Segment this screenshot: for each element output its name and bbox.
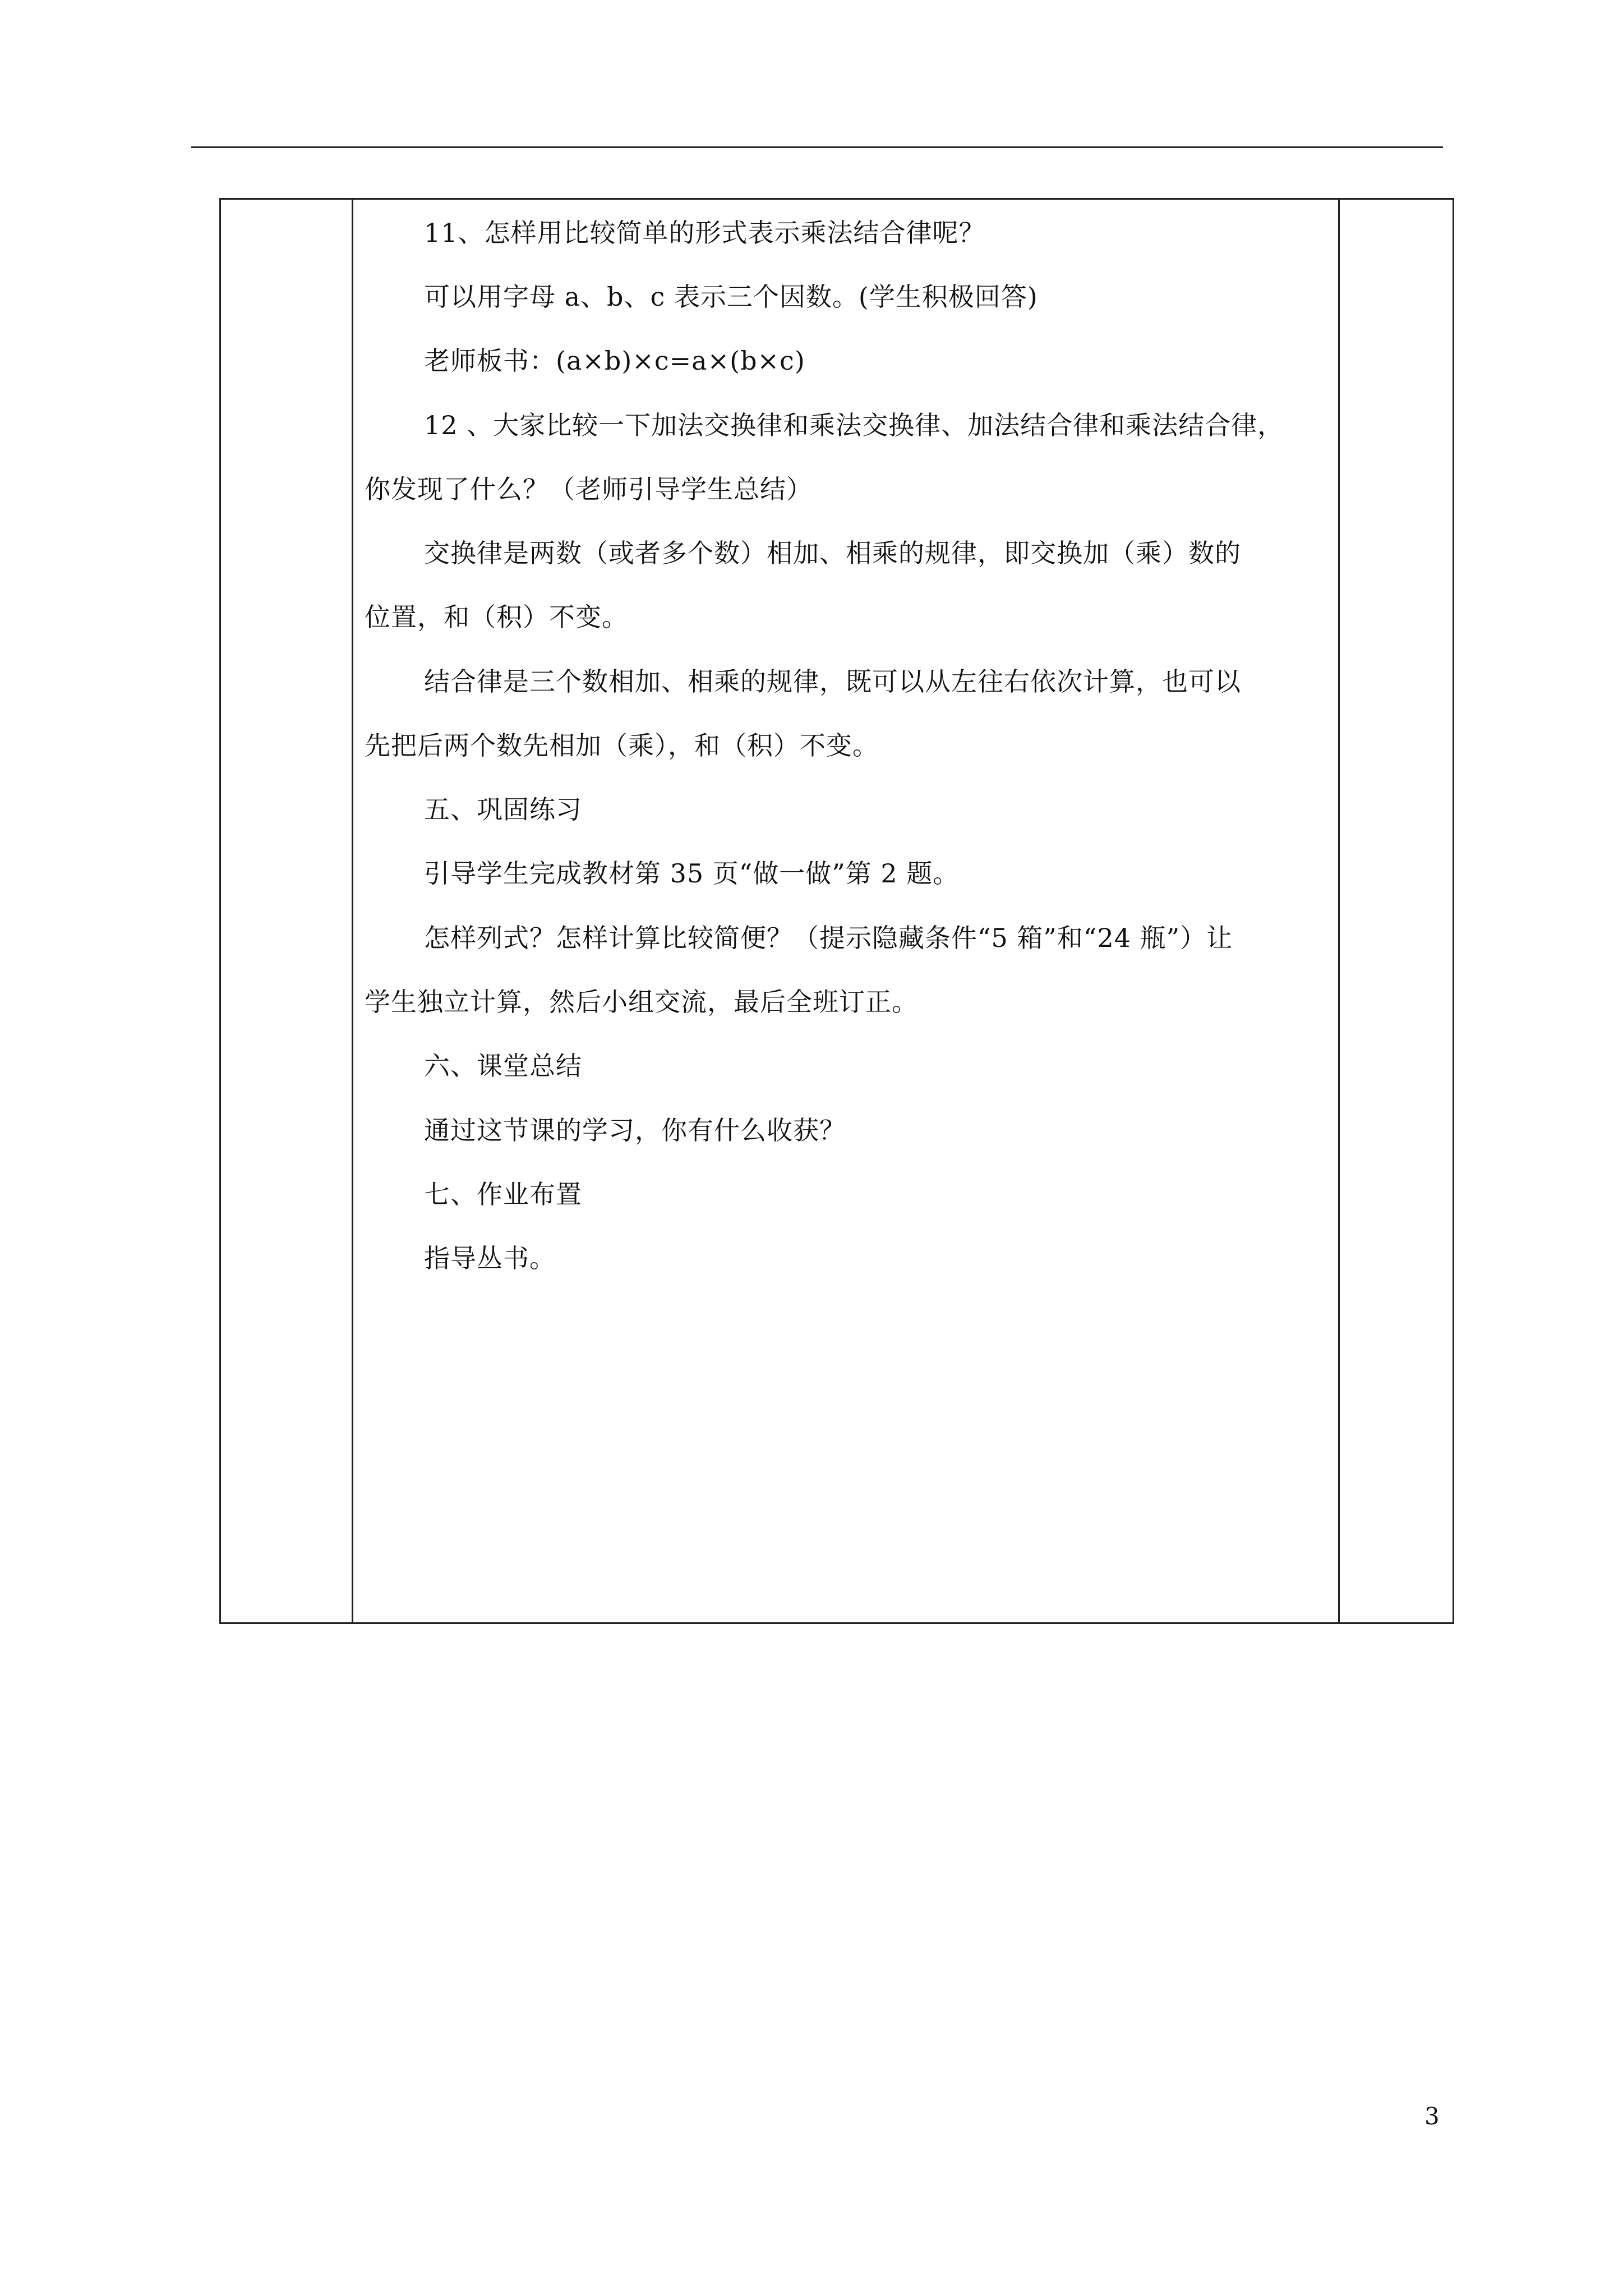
table-content-column	[353, 200, 1341, 1622]
text-line-commutative-cont: 位置，和（积）不变。	[365, 602, 628, 632]
text-line-board-formula: 老师板书：(a×b)×c=a×(b×c)	[424, 346, 805, 376]
text-line-how-to: 怎样列式？怎样计算比较简便？（提示隐藏条件“5 箱”和“24 瓶”）让	[424, 923, 1233, 953]
text-line-how-to-cont: 学生独立计算，然后小组交流，最后全班订正。	[365, 987, 918, 1017]
text-line-q11: 11、怎样用比较简单的形式表示乘法结合律呢？	[424, 218, 985, 248]
lesson-table	[219, 198, 1454, 1624]
section-heading-practice: 五、巩固练习	[424, 794, 582, 825]
text-line-commutative: 交换律是两数（或者多个数）相加、相乘的规律，即交换加（乘）数的	[424, 538, 1241, 568]
text-line-associative-cont: 先把后两个数先相加（乘），和（积）不变。	[365, 730, 879, 761]
text-line-q12: 12 、大家比较一下加法交换律和乘法交换律、加法结合律和乘法结合律，	[424, 410, 1284, 440]
text-line-associative: 结合律是三个数相加、相乘的规律，既可以从左往右依次计算，也可以	[424, 666, 1241, 697]
table-right-column	[1338, 200, 1453, 1622]
section-heading-summary: 六、课堂总结	[424, 1051, 582, 1081]
text-line-letters: 可以用字母 a、b、c 表示三个因数。(学生积极回答)	[424, 282, 1038, 312]
header-rule	[191, 146, 1443, 148]
text-line-textbook: 引导学生完成教材第 35 页“做一做”第 2 题。	[424, 858, 960, 889]
text-line-summary-question: 通过这节课的学习，你有什么收获？	[424, 1115, 846, 1145]
page-number: 3	[1424, 2102, 1440, 2130]
text-line-homework: 指导丛书。	[424, 1243, 556, 1273]
table-left-column	[221, 200, 353, 1622]
text-line-q12-cont: 你发现了什么？（老师引导学生总结）	[365, 474, 813, 504]
section-heading-homework: 七、作业布置	[424, 1179, 582, 1209]
